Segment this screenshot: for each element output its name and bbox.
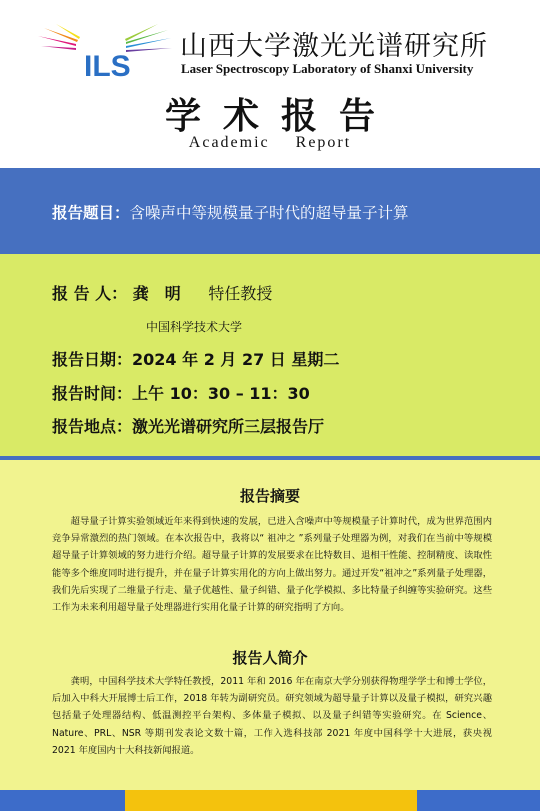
date-row [52,347,339,370]
page-subtitle: Academic Report [188,134,352,151]
time-label: 报告时间： [52,384,133,403]
affiliation: 中国科学技术大学 [146,320,243,334]
bottom-bar [0,790,540,811]
lab-name-en: Laser Spectroscopy Laboratory of Shanxi University [181,61,474,76]
abstract-title: 报告摘要 [239,487,300,505]
time-row [52,381,310,404]
speaker-name: 龚 明 [132,284,181,303]
svg-text:ILS: ILS [84,50,131,82]
bottom-bar-gold [125,790,417,811]
abstract-text: 超导量子计算实验领域近年来得到快速的发展，已进入含噪声中等规模量子计算时代，成为世界范围内竞争异常激烈的热门领域。在本次报告中，我将以“ 祖冲之 ”系列量子处理器为例，对我们在当前中等规模超导量子计算领域的努力进行介绍。超导量子计算的发展要求在比特数目、退相干性能、控制精度、读取性能等多个维度同时进行提升，并在量子计算实用化的方向上做出努力。通过开发“祖冲之”系列量子处理器，我们先后实现了二维量子行走、量子优越性、量子纠错、量子化学模拟、多比特量子纠缠等实验研究。这些工作为未来利用超导量子处理器进行实用化量子计算的研究指明了方向。 [52,516,492,614]
topic-banner [0,168,540,254]
date-value: 2024 年 2 月 27 日 星期二 [132,350,340,369]
speaker-title: 特任教授 [208,284,273,303]
page-title: 学术报告 [164,95,397,137]
time-value: 上午 10：30 – 11：30 [132,384,310,403]
lab-name-cn: 山西大学激光光谱研究所 [180,31,488,62]
speaker-row [52,281,272,304]
topic-label: 报告题目： [52,204,130,222]
bio-text: 龚明，中国科学技术大学特任教授，2011 年和 2016 年在南京大学分别获得物理学学士和博士学位，后加入中科大开展博士后工作，2018 年转为副研究员。研究领域为超导量子计算以及量子模拟，研究兴趣包括量子处理器结构、低温测控平台架构、多体量子模拟、以及量子纠错等实验研究。在 Science、Nature、PRL、NSR 等期刊发表论文数十篇，工作入选科技部 2021 年度中国科学十大进展，获央视 2021 年度国内十大科技新闻报道。 [52,676,492,756]
bio-title: 报告人简介 [232,649,308,667]
topic-line [52,201,409,223]
ils-logo-icon [38,24,173,82]
date-label: 报告日期： [52,350,133,369]
place-label: 报告地点： [52,417,133,436]
place-row [52,414,324,437]
poster-header [0,0,540,168]
speaker-label: 报 告 人： [52,284,128,303]
place-value: 激光光谱研究所三层报告厅 [132,417,325,436]
topic-value: 含噪声中等规模量子时代的超导量子计算 [129,204,409,222]
